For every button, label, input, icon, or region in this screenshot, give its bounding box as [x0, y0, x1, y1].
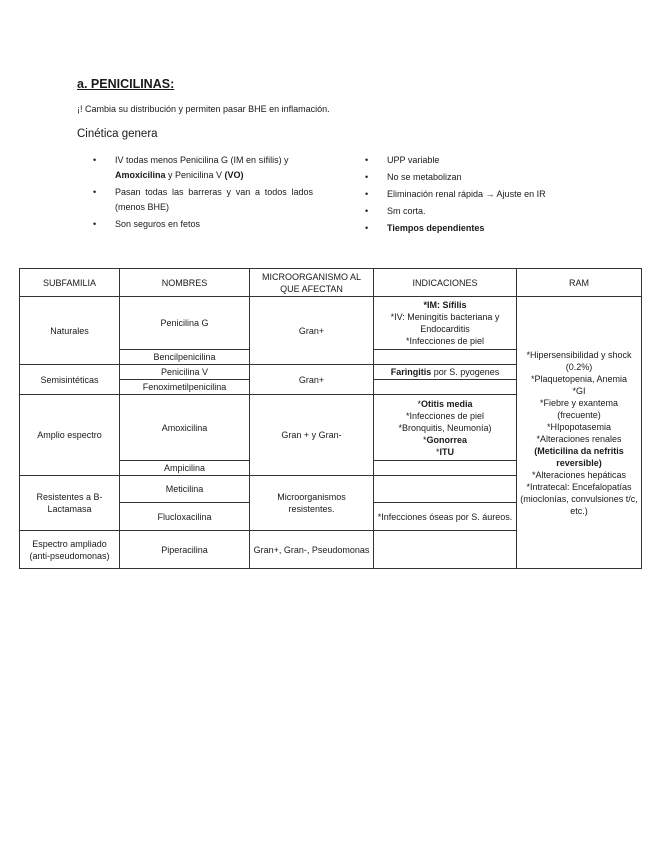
- list-item: • Sm corta.: [365, 204, 595, 219]
- cell-indication: *Otitis media *Infecciones de piel *Bronquitis, Neumonía) *Gonorrea *ITU: [374, 395, 517, 461]
- kinetics-list-right: [365, 153, 595, 238]
- list-item: • UPP variable: [365, 153, 595, 168]
- cell-micro: Microorganismos resistentes.: [250, 476, 374, 531]
- header-subfamily: SUBFAMILIA: [20, 269, 120, 297]
- cell-name: Fenoximetilpenicilina: [120, 380, 250, 395]
- penicillin-table-wrap: [19, 268, 641, 565]
- cell-name: Penicilina G: [120, 297, 250, 350]
- cell-indication-empty: [374, 380, 517, 395]
- cell-micro: Gran+: [250, 297, 374, 365]
- list-item: • Son seguros en fetos: [93, 217, 313, 232]
- penicillin-table: [19, 268, 642, 569]
- cell-micro: Gran+: [250, 365, 374, 395]
- cell-indication: *IM: Sífilis *IV: Meningitis bacteriana y Endocarditis *Infecciones de piel: [374, 297, 517, 350]
- section-title: a. PENICILINAS:: [77, 77, 175, 91]
- cell-name: Amoxicilina: [120, 395, 250, 461]
- cell-subfamily: Amplio espectro: [20, 395, 120, 476]
- cell-ram: *Hipersensibilidad y shock (0.2%) *Plaquetopenia, Anemia *GI *Fiebre y exantema (frecuente) *HIpopotasemia *Alteraciones renales (Meticilina da nefritis reversible) *Alteraciones hepáticas *Intratecal: Encefalopatías (mioclonías, convulsiones t/c, etc.): [517, 297, 642, 569]
- kinetics-list-left: [93, 153, 313, 234]
- cell-subfamily: Naturales: [20, 297, 120, 365]
- list-item: • Eliminación renal rápida → Ajuste en IR: [365, 187, 595, 202]
- list-item: • No se metabolizan: [365, 170, 595, 185]
- list-item: • Tiempos dependientes: [365, 221, 595, 236]
- cell-indication: Faringitis por S. pyogenes: [374, 365, 517, 380]
- cell-name: Bencilpenicilina: [120, 350, 250, 365]
- cell-indication-empty: [374, 531, 517, 569]
- cell-micro: Gran+, Gran-, Pseudomonas: [250, 531, 374, 569]
- cell-subfamily: Semisintéticas: [20, 365, 120, 395]
- header-names: NOMBRES: [120, 269, 250, 297]
- cell-indication-empty: [374, 476, 517, 503]
- header-indications: INDICACIONES: [374, 269, 517, 297]
- intro-note: ¡! Cambia su distribución y permiten pasar BHE en inflamación.: [77, 104, 330, 114]
- list-item: • Pasan todas las barreras y van a todos lados (menos BHE): [93, 185, 313, 215]
- list-item: • IV todas menos Penicilina G (IM en sífilis) y Amoxicilina y Penicilina V (VO): [93, 153, 313, 183]
- cell-indication: *Infecciones óseas por S. áureos.: [374, 503, 517, 531]
- cell-name: Meticilina: [120, 476, 250, 503]
- cell-name: Flucloxacilina: [120, 503, 250, 531]
- cell-subfamily: Resistentes a B-Lactamasa: [20, 476, 120, 531]
- cell-name: Penicilina V: [120, 365, 250, 380]
- cell-indication-empty: [374, 350, 517, 365]
- header-microorganism: MICROORGANISMO AL QUE AFECTAN: [250, 269, 374, 297]
- cell-subfamily: Espectro ampliado (anti-pseudomonas): [20, 531, 120, 569]
- kinetics-title: Cinética genera: [77, 128, 158, 140]
- header-ram: RAM: [517, 269, 642, 297]
- table-header-row: [20, 269, 642, 297]
- table-row: [20, 297, 642, 350]
- cell-name: Piperacilina: [120, 531, 250, 569]
- cell-indication-empty: [374, 461, 517, 476]
- cell-name: Ampicilina: [120, 461, 250, 476]
- cell-micro: Gran + y Gran-: [250, 395, 374, 476]
